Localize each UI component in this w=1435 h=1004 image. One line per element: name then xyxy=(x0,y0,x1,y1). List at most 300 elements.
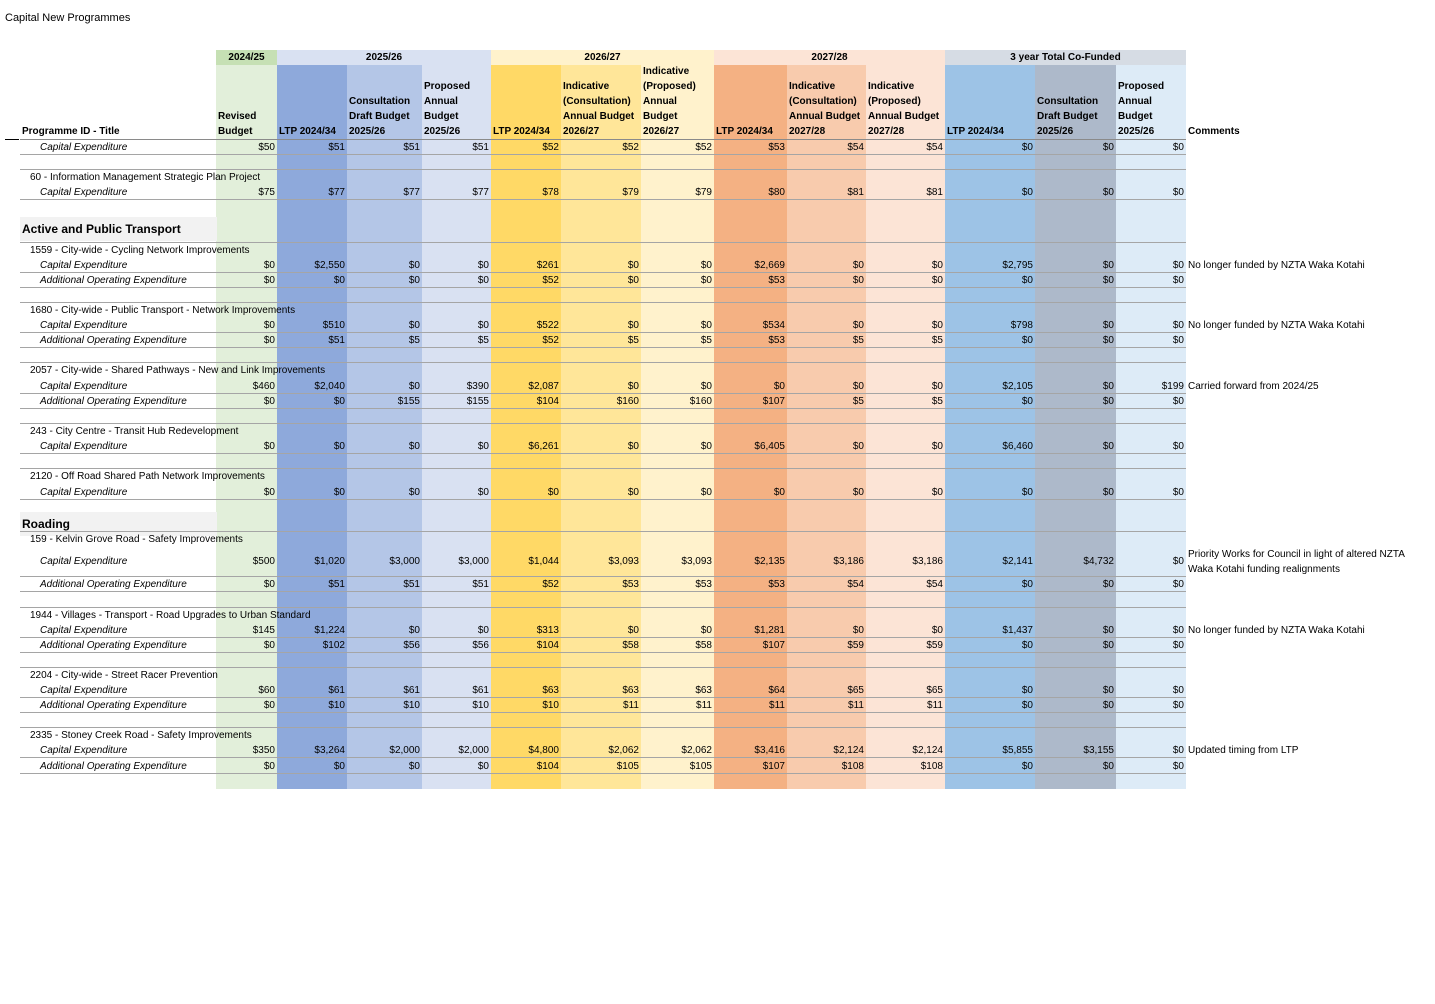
cell-value: $0 xyxy=(852,441,864,452)
cell-value: $52 xyxy=(542,275,559,286)
cell-value: $313 xyxy=(536,625,559,636)
cell-value: $0 xyxy=(627,625,639,636)
cell-value: $0 xyxy=(477,487,489,498)
table-row xyxy=(0,318,1435,333)
column-header: Consultation Draft Budget 2025/26 xyxy=(1037,96,1099,137)
table-row xyxy=(0,394,1435,409)
cell-value: $51 xyxy=(328,335,345,346)
cell-value: $75 xyxy=(258,187,275,198)
column-band xyxy=(277,50,347,789)
cell-value: $160 xyxy=(689,396,712,407)
cell-value: $10 xyxy=(403,700,420,711)
cell-value: $0 xyxy=(1021,142,1033,153)
cell-value: $2,795 xyxy=(1002,260,1033,271)
cell-value: $0 xyxy=(263,640,275,651)
cell-value: $0 xyxy=(333,275,345,286)
cell-value: $3,093 xyxy=(608,556,639,567)
cell-value: $52 xyxy=(695,142,712,153)
cell-value: $11 xyxy=(623,700,639,711)
cell-value: $0 xyxy=(1102,700,1114,711)
row-label: Capital Expenditure xyxy=(40,487,128,498)
column-band xyxy=(347,50,422,789)
cell-value: $5 xyxy=(700,335,712,346)
cell-value: $0 xyxy=(408,487,420,498)
programme-title: 159 - Kelvin Grove Road - Safety Improvements xyxy=(30,534,243,545)
cell-value: $0 xyxy=(1102,640,1114,651)
cell-value: $0 xyxy=(477,275,489,286)
column-header: LTP 2024/34 xyxy=(493,126,550,137)
cell-value: $0 xyxy=(700,381,712,392)
cell-value: $5 xyxy=(408,335,420,346)
row-label: Capital Expenditure xyxy=(40,260,128,271)
table-row xyxy=(0,743,1435,758)
column-band xyxy=(641,50,714,789)
cell-value: $500 xyxy=(252,556,275,567)
row-label: Additional Operating Expenditure xyxy=(40,396,187,407)
group-header: 2027/28 xyxy=(714,50,945,65)
cell-value: $0 xyxy=(1102,275,1114,286)
group-header: 2024/25 xyxy=(216,50,277,65)
cell-value: $0 xyxy=(1172,441,1184,452)
cell-value: $11 xyxy=(848,700,864,711)
cell-value: $54 xyxy=(926,142,943,153)
cell-value: $54 xyxy=(926,579,943,590)
cell-value: $105 xyxy=(689,761,712,772)
row-label: Capital Expenditure xyxy=(40,142,128,153)
cell-value: $2,135 xyxy=(754,556,785,567)
cell-value: $0 xyxy=(1172,761,1184,772)
table-row xyxy=(0,273,1435,288)
cell-value: $51 xyxy=(472,142,489,153)
cell-value: $0 xyxy=(263,579,275,590)
cell-value: $11 xyxy=(696,700,712,711)
cell-value: $0 xyxy=(1021,335,1033,346)
column-header: Proposed Annual Budget 2025/26 xyxy=(1118,81,1165,137)
table-row xyxy=(0,577,1435,592)
cell-value: $0 xyxy=(477,260,489,271)
row-label: Additional Operating Expenditure xyxy=(40,335,187,346)
cell-value: $64 xyxy=(768,685,785,696)
row-label: Additional Operating Expenditure xyxy=(40,275,187,286)
row-label: Additional Operating Expenditure xyxy=(40,700,187,711)
cell-value: $10 xyxy=(328,700,345,711)
cell-value: $108 xyxy=(841,761,864,772)
cell-value: $6,261 xyxy=(528,441,559,452)
cell-value: $0 xyxy=(852,625,864,636)
cell-value: $2,124 xyxy=(833,745,864,756)
cell-value: $798 xyxy=(1010,320,1033,331)
cell-value: $0 xyxy=(773,381,785,392)
cell-value: $4,800 xyxy=(528,745,559,756)
section-title: Active and Public Transport xyxy=(20,217,217,241)
cell-value: $3,155 xyxy=(1083,745,1114,756)
cell-value: $61 xyxy=(403,685,420,696)
cell-value: $77 xyxy=(403,187,420,198)
row-comment: Updated timing from LTP xyxy=(1188,745,1299,756)
cell-value: $0 xyxy=(1172,187,1184,198)
column-header: Comments xyxy=(1188,126,1240,137)
cell-value: $522 xyxy=(536,320,559,331)
row-label: Capital Expenditure xyxy=(40,685,128,696)
cell-value: $460 xyxy=(252,381,275,392)
row-label: Capital Expenditure xyxy=(40,625,128,636)
page-title: Capital New Programmes xyxy=(5,12,131,24)
cell-value: $5 xyxy=(852,396,864,407)
cell-value: $0 xyxy=(263,441,275,452)
cell-value: $3,264 xyxy=(314,745,345,756)
cell-value: $51 xyxy=(328,579,345,590)
cell-value: $80 xyxy=(768,187,785,198)
cell-value: $1,044 xyxy=(528,556,559,567)
cell-value: $0 xyxy=(931,381,943,392)
table-row xyxy=(0,185,1435,200)
cell-value: $0 xyxy=(1172,579,1184,590)
cell-value: $53 xyxy=(768,335,785,346)
cell-value: $1,224 xyxy=(314,625,345,636)
column-band xyxy=(1116,50,1186,789)
cell-value: $51 xyxy=(328,142,345,153)
cell-value: $3,186 xyxy=(912,556,943,567)
cell-value: $5 xyxy=(931,396,943,407)
programme-title: 2204 - City-wide - Street Racer Prevention xyxy=(30,670,218,681)
cell-value: $0 xyxy=(263,260,275,271)
cell-value: $0 xyxy=(408,320,420,331)
row-comment: No longer funded by NZTA Waka Kotahi xyxy=(1188,320,1365,331)
cell-value: $0 xyxy=(1021,487,1033,498)
cell-value: $0 xyxy=(263,761,275,772)
cell-value: $0 xyxy=(852,260,864,271)
cell-value: $534 xyxy=(762,320,785,331)
cell-value: $5,855 xyxy=(1002,745,1033,756)
column-band xyxy=(216,50,277,789)
cell-value: $0 xyxy=(408,625,420,636)
cell-value: $0 xyxy=(333,487,345,498)
cell-value: $11 xyxy=(769,700,785,711)
cell-value: $0 xyxy=(1021,761,1033,772)
table-row xyxy=(0,485,1435,500)
column-header: LTP 2024/34 xyxy=(279,126,336,137)
cell-value: $0 xyxy=(1172,320,1184,331)
cell-value: $102 xyxy=(322,640,345,651)
cell-value: $0 xyxy=(931,260,943,271)
cell-value: $53 xyxy=(768,275,785,286)
cell-value: $0 xyxy=(852,275,864,286)
cell-value: $0 xyxy=(931,320,943,331)
cell-value: $0 xyxy=(1172,700,1184,711)
cell-value: $105 xyxy=(616,761,639,772)
cell-value: $0 xyxy=(931,487,943,498)
row-label: Additional Operating Expenditure xyxy=(40,579,187,590)
cell-value: $0 xyxy=(333,441,345,452)
cell-value: $0 xyxy=(1102,142,1114,153)
cell-value: $0 xyxy=(263,335,275,346)
cell-value: $0 xyxy=(931,441,943,452)
row-label: Additional Operating Expenditure xyxy=(40,761,187,772)
row-label: Capital Expenditure xyxy=(40,320,128,331)
cell-value: $2,062 xyxy=(681,745,712,756)
column-header: LTP 2024/34 xyxy=(716,126,773,137)
cell-value: $58 xyxy=(622,640,639,651)
cell-value: $3,186 xyxy=(833,556,864,567)
cell-value: $65 xyxy=(847,685,864,696)
table-row xyxy=(0,258,1435,273)
cell-value: $155 xyxy=(466,396,489,407)
cell-value: $0 xyxy=(931,625,943,636)
row-comment: No longer funded by NZTA Waka Kotahi xyxy=(1188,625,1365,636)
cell-value: $2,000 xyxy=(389,745,420,756)
programme-title: 60 - Information Management Strategic Plan Project xyxy=(30,172,261,183)
cell-value: $60 xyxy=(258,685,275,696)
column-band xyxy=(422,50,491,789)
row-label: Capital Expenditure xyxy=(40,441,128,452)
cell-value: $81 xyxy=(847,187,864,198)
cell-value: $107 xyxy=(762,640,785,651)
table-row xyxy=(0,759,1435,774)
cell-value: $160 xyxy=(616,396,639,407)
cell-value: $52 xyxy=(622,142,639,153)
cell-value: $51 xyxy=(403,579,420,590)
cell-value: $3,000 xyxy=(389,556,420,567)
cell-value: $104 xyxy=(536,396,559,407)
cell-value: $4,732 xyxy=(1083,556,1114,567)
row-label: Capital Expenditure xyxy=(40,381,128,392)
cell-value: $54 xyxy=(847,579,864,590)
cell-value: $61 xyxy=(472,685,489,696)
cell-value: $2,141 xyxy=(1002,556,1033,567)
cell-value: $0 xyxy=(1102,625,1114,636)
cell-value: $0 xyxy=(1172,275,1184,286)
cell-value: $0 xyxy=(1021,579,1033,590)
cell-value: $0 xyxy=(1021,685,1033,696)
column-header: Proposed Annual Budget 2025/26 xyxy=(424,81,471,137)
cell-value: $59 xyxy=(847,640,864,651)
row-label: Additional Operating Expenditure xyxy=(40,640,187,651)
cell-value: $0 xyxy=(1021,700,1033,711)
cell-value: $0 xyxy=(477,441,489,452)
cell-value: $11 xyxy=(927,700,943,711)
row-label: Capital Expenditure xyxy=(40,187,128,198)
cell-value: $0 xyxy=(627,441,639,452)
cell-value: $0 xyxy=(627,381,639,392)
cell-value: $0 xyxy=(477,761,489,772)
cell-value: $6,405 xyxy=(754,441,785,452)
cell-value: $59 xyxy=(926,640,943,651)
cell-value: $51 xyxy=(472,579,489,590)
section-title: Roading xyxy=(20,512,217,536)
table-row xyxy=(0,379,1435,394)
cell-value: $0 xyxy=(1102,381,1114,392)
table-row xyxy=(0,439,1435,454)
cell-value: $0 xyxy=(408,275,420,286)
cell-value: $1,281 xyxy=(754,625,785,636)
cell-value: $52 xyxy=(542,335,559,346)
programme-title: 1944 - Villages - Transport - Road Upgrades to Urban Standard xyxy=(30,610,311,621)
row-label: Capital Expenditure xyxy=(40,745,128,756)
cell-value: $0 xyxy=(700,320,712,331)
cell-value: $0 xyxy=(1172,260,1184,271)
cell-value: $0 xyxy=(627,487,639,498)
cell-value: $0 xyxy=(852,320,864,331)
cell-value: $53 xyxy=(622,579,639,590)
cell-value: $50 xyxy=(258,142,275,153)
cell-value: $261 xyxy=(536,260,559,271)
cell-value: $0 xyxy=(1102,260,1114,271)
cell-value: $104 xyxy=(536,640,559,651)
cell-value: $0 xyxy=(773,487,785,498)
cell-value: $65 xyxy=(926,685,943,696)
programme-title: 243 - City Centre - Transit Hub Redevelopment xyxy=(30,426,239,437)
cell-value: $63 xyxy=(622,685,639,696)
cell-value: $52 xyxy=(542,142,559,153)
cell-value: $53 xyxy=(768,142,785,153)
cell-value: $0 xyxy=(1021,396,1033,407)
cell-value: $2,550 xyxy=(314,260,345,271)
cell-value: $0 xyxy=(1172,556,1184,567)
programme-title: 1680 - City-wide - Public Transport - Network Improvements xyxy=(30,305,296,316)
cell-value: $0 xyxy=(333,761,345,772)
table-row xyxy=(0,333,1435,348)
cell-value: $0 xyxy=(1102,320,1114,331)
column-band xyxy=(714,50,787,789)
cell-value: $0 xyxy=(700,625,712,636)
cell-value: $54 xyxy=(847,142,864,153)
group-header: 3 year Total Co-Funded xyxy=(945,50,1186,65)
cell-value: $10 xyxy=(472,700,489,711)
column-band xyxy=(945,50,1035,789)
cell-value: $350 xyxy=(252,745,275,756)
column-header: Indicative (Proposed) Annual Budget 2026/27 xyxy=(643,66,696,137)
cell-value: $2,000 xyxy=(458,745,489,756)
group-header: 2026/27 xyxy=(491,50,714,65)
cell-value: $0 xyxy=(1102,396,1114,407)
cell-value: $155 xyxy=(397,396,420,407)
cell-value: $0 xyxy=(408,761,420,772)
cell-value: $0 xyxy=(1021,187,1033,198)
cell-value: $0 xyxy=(627,275,639,286)
cell-value: $0 xyxy=(263,396,275,407)
cell-value: $0 xyxy=(408,260,420,271)
cell-value: $5 xyxy=(477,335,489,346)
cell-value: $0 xyxy=(408,441,420,452)
cell-value: $145 xyxy=(252,625,275,636)
column-header: LTP 2024/34 xyxy=(947,126,1004,137)
cell-value: $0 xyxy=(1172,142,1184,153)
cell-value: $0 xyxy=(700,441,712,452)
table-row xyxy=(0,698,1435,713)
cell-value: $0 xyxy=(1172,685,1184,696)
cell-value: $0 xyxy=(1102,187,1114,198)
cell-value: $2,124 xyxy=(912,745,943,756)
cell-value: $0 xyxy=(1172,487,1184,498)
column-header: Revised Budget xyxy=(218,111,257,137)
cell-value: $0 xyxy=(1172,625,1184,636)
cell-value: $5 xyxy=(852,335,864,346)
cell-value: $0 xyxy=(1102,441,1114,452)
cell-value: $53 xyxy=(768,579,785,590)
cell-value: $0 xyxy=(700,487,712,498)
cell-value: $79 xyxy=(622,187,639,198)
cell-value: $0 xyxy=(931,275,943,286)
cell-value: $0 xyxy=(263,275,275,286)
cell-value: $0 xyxy=(547,487,559,498)
cell-value: $81 xyxy=(926,187,943,198)
cell-value: $0 xyxy=(1172,396,1184,407)
table-row xyxy=(0,683,1435,698)
cell-value: $0 xyxy=(263,320,275,331)
cell-value: $0 xyxy=(1021,275,1033,286)
cell-value: $0 xyxy=(852,487,864,498)
cell-value: $0 xyxy=(1021,640,1033,651)
table-row xyxy=(0,547,1435,577)
cell-value: $390 xyxy=(466,381,489,392)
cell-value: $107 xyxy=(762,761,785,772)
cell-value: $2,669 xyxy=(754,260,785,271)
cell-value: $0 xyxy=(1102,579,1114,590)
cell-value: $52 xyxy=(542,579,559,590)
programme-title: 2120 - Off Road Shared Path Network Improvements xyxy=(30,471,265,482)
cell-value: $107 xyxy=(762,396,785,407)
cell-value: $0 xyxy=(700,275,712,286)
cell-value: $3,416 xyxy=(754,745,785,756)
cell-value: $0 xyxy=(1102,335,1114,346)
cell-value: $58 xyxy=(695,640,712,651)
cell-value: $63 xyxy=(542,685,559,696)
cell-value: $51 xyxy=(403,142,420,153)
column-header: Indicative (Consultation) Annual Budget 2026/27 xyxy=(563,81,635,137)
cell-value: $2,105 xyxy=(1002,381,1033,392)
group-header: 2025/26 xyxy=(277,50,491,65)
column-header: Consultation Draft Budget 2025/26 xyxy=(349,96,411,137)
cell-value: $0 xyxy=(263,700,275,711)
cell-value: $56 xyxy=(403,640,420,651)
column-header: Indicative (Consultation) Annual Budget 2027/28 xyxy=(789,81,861,137)
cell-value: $0 xyxy=(852,381,864,392)
column-header: Programme ID - Title xyxy=(22,126,120,137)
cell-value: $0 xyxy=(1172,335,1184,346)
cell-value: $61 xyxy=(328,685,345,696)
cell-value: $5 xyxy=(931,335,943,346)
row-comment: No longer funded by NZTA Waka Kotahi xyxy=(1188,260,1365,271)
cell-value: $63 xyxy=(695,685,712,696)
cell-value: $10 xyxy=(542,700,559,711)
column-band xyxy=(491,50,561,789)
cell-value: $0 xyxy=(627,260,639,271)
cell-value: $56 xyxy=(472,640,489,651)
cell-value: $1,437 xyxy=(1002,625,1033,636)
cell-value: $77 xyxy=(328,187,345,198)
table-row xyxy=(0,638,1435,653)
column-band xyxy=(787,50,866,789)
cell-value: $1,020 xyxy=(314,556,345,567)
cell-value: $3,093 xyxy=(681,556,712,567)
programme-title: 2335 - Stoney Creek Road - Safety Improvements xyxy=(30,730,252,741)
column-band xyxy=(1035,50,1116,789)
cell-value: $0 xyxy=(477,625,489,636)
table-row xyxy=(0,140,1435,155)
cell-value: $199 xyxy=(1161,381,1184,392)
cell-value: $0 xyxy=(1172,640,1184,651)
cell-value: $0 xyxy=(1102,761,1114,772)
column-header: Indicative (Proposed) Annual Budget 2027/28 xyxy=(868,81,940,137)
row-comment: Priority Works for Council in light of altered NZTA Waka Kotahi funding realignments xyxy=(1188,549,1405,575)
cell-value: $0 xyxy=(477,320,489,331)
cell-value: $79 xyxy=(695,187,712,198)
cell-value: $0 xyxy=(627,320,639,331)
cell-value: $0 xyxy=(1102,685,1114,696)
row-label: Capital Expenditure xyxy=(40,556,128,567)
cell-value: $108 xyxy=(920,761,943,772)
cell-value: $510 xyxy=(322,320,345,331)
